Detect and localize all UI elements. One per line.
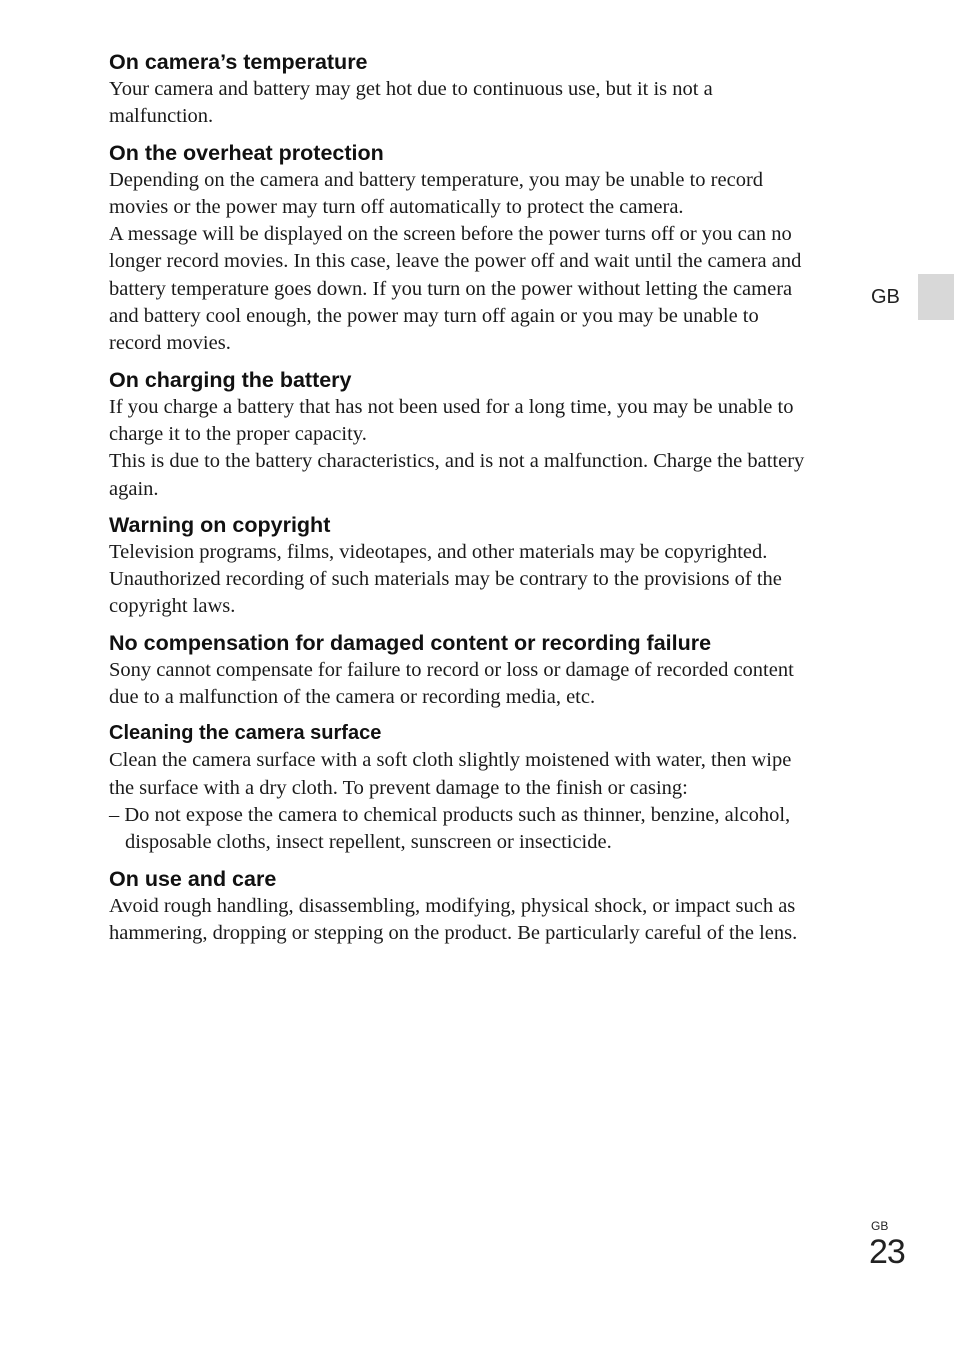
text-line: due to a malfunction of the camera or recording media, etc.	[109, 686, 596, 709]
section-paragraph	[109, 747, 869, 802]
text-line: – Do not expose the camera to chemical products such as thinner, benzine, alcohol,	[109, 803, 791, 826]
text-line: malfunction.	[109, 105, 214, 128]
section-heading: On charging the battery	[109, 367, 352, 392]
text-line: movies or the power may turn off automatically to protect the camera.	[109, 195, 684, 218]
text-line: If you charge a battery that has not been used for a long time, you may be unable to	[109, 395, 794, 418]
text-line: Clean the camera surface with a soft cloth slightly moistened with water, then wipe	[109, 749, 792, 772]
section-camera-temperature	[109, 48, 869, 131]
section-heading: Warning on copyright	[109, 512, 331, 537]
section-paragraph	[109, 657, 869, 712]
text-line: Your camera and battery may get hot due to continuous use, but it is not a	[109, 78, 713, 100]
section-copyright-warning	[109, 511, 869, 621]
dash-list-item	[109, 802, 869, 857]
section-no-compensation	[109, 629, 869, 712]
text-line: Unauthorized recording of such materials may be contrary to the provisions of the	[109, 568, 782, 591]
section-heading: No compensation for damaged content or recording failure	[109, 630, 712, 655]
text-line: This is due to the battery characteristics, and is not a malfunction. Charge the battery	[109, 450, 805, 473]
section-use-and-care	[109, 865, 869, 948]
text-line: copyright laws.	[109, 595, 236, 618]
section-paragraph	[109, 76, 869, 131]
text-line: Sony cannot compensate for failure to record or loss or damage of recorded content	[109, 658, 794, 681]
text-line: longer record movies. In this case, leave the power off and wait until the camera and	[109, 250, 802, 273]
text-line: Avoid rough handling, disassembling, modifying, physical shock, or impact such as	[109, 894, 796, 917]
section-heading: On use and care	[109, 866, 277, 891]
text-line: record movies.	[109, 332, 231, 355]
document-body	[109, 48, 869, 955]
section-heading: Cleaning the camera surface	[109, 722, 382, 745]
text-line: Depending on the camera and battery temperature, you may be unable to record	[109, 168, 764, 191]
section-heading: On the overheat protection	[109, 140, 384, 165]
text-line: Television programs, films, videotapes, and other materials may be copyrighted.	[109, 540, 768, 563]
section-overheat-protection	[109, 139, 869, 358]
page-language-code: GB	[871, 1219, 889, 1233]
section-charging-battery	[109, 366, 869, 503]
text-line: the surface with a dry cloth. To prevent damage to the finish or casing:	[109, 776, 688, 799]
section-paragraph	[109, 394, 869, 503]
side-language-label: GB	[871, 286, 900, 308]
section-paragraph	[109, 893, 869, 948]
side-index-tab	[918, 274, 954, 320]
text-line: again.	[109, 477, 159, 500]
section-heading: On camera’s temperature	[109, 50, 368, 74]
text-line: hammering, dropping or stepping on the product. Be particularly careful of the lens.	[109, 921, 798, 944]
text-line: charge it to the proper capacity.	[109, 422, 367, 445]
page-number: 23	[869, 1233, 905, 1271]
section-paragraph	[109, 167, 869, 358]
text-line: battery temperature goes down. If you turn on the power without letting the camera	[109, 277, 793, 300]
section-paragraph	[109, 539, 869, 621]
section-cleaning-surface	[109, 719, 869, 856]
text-line: disposable cloths, insect repellent, sunscreen or insecticide.	[125, 831, 612, 854]
text-line: A message will be displayed on the screen before the power turns off or you can no	[109, 223, 792, 246]
text-line: and battery cool enough, the power may turn off again or you may be unable to	[109, 305, 759, 328]
